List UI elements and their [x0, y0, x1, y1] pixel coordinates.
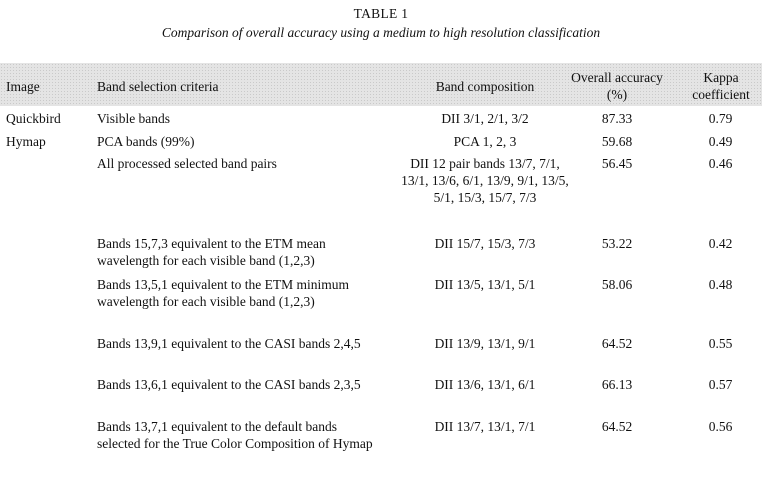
row-criteria: Bands 13,6,1 equivalent to the CASI bands 2,3,5 — [97, 377, 361, 392]
row-accuracy: 53.22 — [601, 236, 633, 251]
row-composition: DII 15/7, 15/3, 7/3 — [434, 236, 536, 251]
row-criteria: Bands 13,5,1 equivalent to the ETM minimum wavelength for each visible band (1,2,3) — [97, 277, 349, 309]
row-accuracy: 87.33 — [601, 111, 633, 126]
table-subtitle: Comparison of overall accuracy using a medium to high resolution classification — [161, 25, 601, 40]
row-accuracy: 58.06 — [601, 277, 633, 292]
row-image: Hymap — [6, 134, 46, 149]
header-band-selection: Band selection criteria — [97, 79, 219, 94]
header-image: Image — [6, 79, 40, 94]
row-composition: PCA 1, 2, 3 — [453, 134, 517, 149]
row-composition: DII 13/6, 13/1, 6/1 — [434, 377, 536, 392]
row-image: Quickbird — [6, 111, 61, 126]
row-accuracy: 59.68 — [601, 134, 633, 149]
header-overall-accuracy: Overall accuracy (%) — [571, 70, 663, 102]
row-composition: DII 3/1, 2/1, 3/2 — [441, 111, 529, 126]
row-kappa: 0.42 — [708, 236, 733, 251]
row-criteria: Bands 13,7,1 equivalent to the default bands selected for the True Color Composition of Hymap — [97, 419, 373, 451]
table-title: TABLE 1 — [353, 6, 409, 21]
row-accuracy: 64.52 — [601, 336, 633, 351]
row-criteria: PCA bands (99%) — [97, 134, 195, 149]
row-kappa: 0.46 — [708, 156, 733, 171]
row-accuracy: 66.13 — [601, 377, 633, 392]
row-criteria: Visible bands — [97, 111, 171, 126]
row-kappa: 0.79 — [708, 111, 733, 126]
row-composition: DII 13/9, 13/1, 9/1 — [434, 336, 536, 351]
header-band-composition: Band composition — [435, 79, 535, 94]
row-composition: DII 12 pair bands 13/7, 7/1, 13/1, 13/6, 6/1, 13/9, 9/1, 13/5, 5/1, 15/3, 15/7, 7/3 — [401, 156, 569, 205]
row-kappa: 0.48 — [708, 277, 733, 292]
row-criteria: Bands 15,7,3 equivalent to the ETM mean wavelength for each visible band (1,2,3) — [97, 236, 326, 268]
row-composition: DII 13/7, 13/1, 7/1 — [434, 419, 536, 434]
row-kappa: 0.56 — [708, 419, 733, 434]
row-criteria: All processed selected band pairs — [97, 156, 277, 171]
header-kappa: Kappa coefficient — [692, 70, 750, 102]
row-accuracy: 56.45 — [601, 156, 633, 171]
row-composition: DII 13/5, 13/1, 5/1 — [434, 277, 536, 292]
row-accuracy: 64.52 — [601, 419, 633, 434]
row-kappa: 0.55 — [708, 336, 733, 351]
row-kappa: 0.57 — [708, 377, 733, 392]
row-criteria: Bands 13,9,1 equivalent to the CASI bands 2,4,5 — [97, 336, 361, 351]
row-kappa: 0.49 — [708, 134, 733, 149]
